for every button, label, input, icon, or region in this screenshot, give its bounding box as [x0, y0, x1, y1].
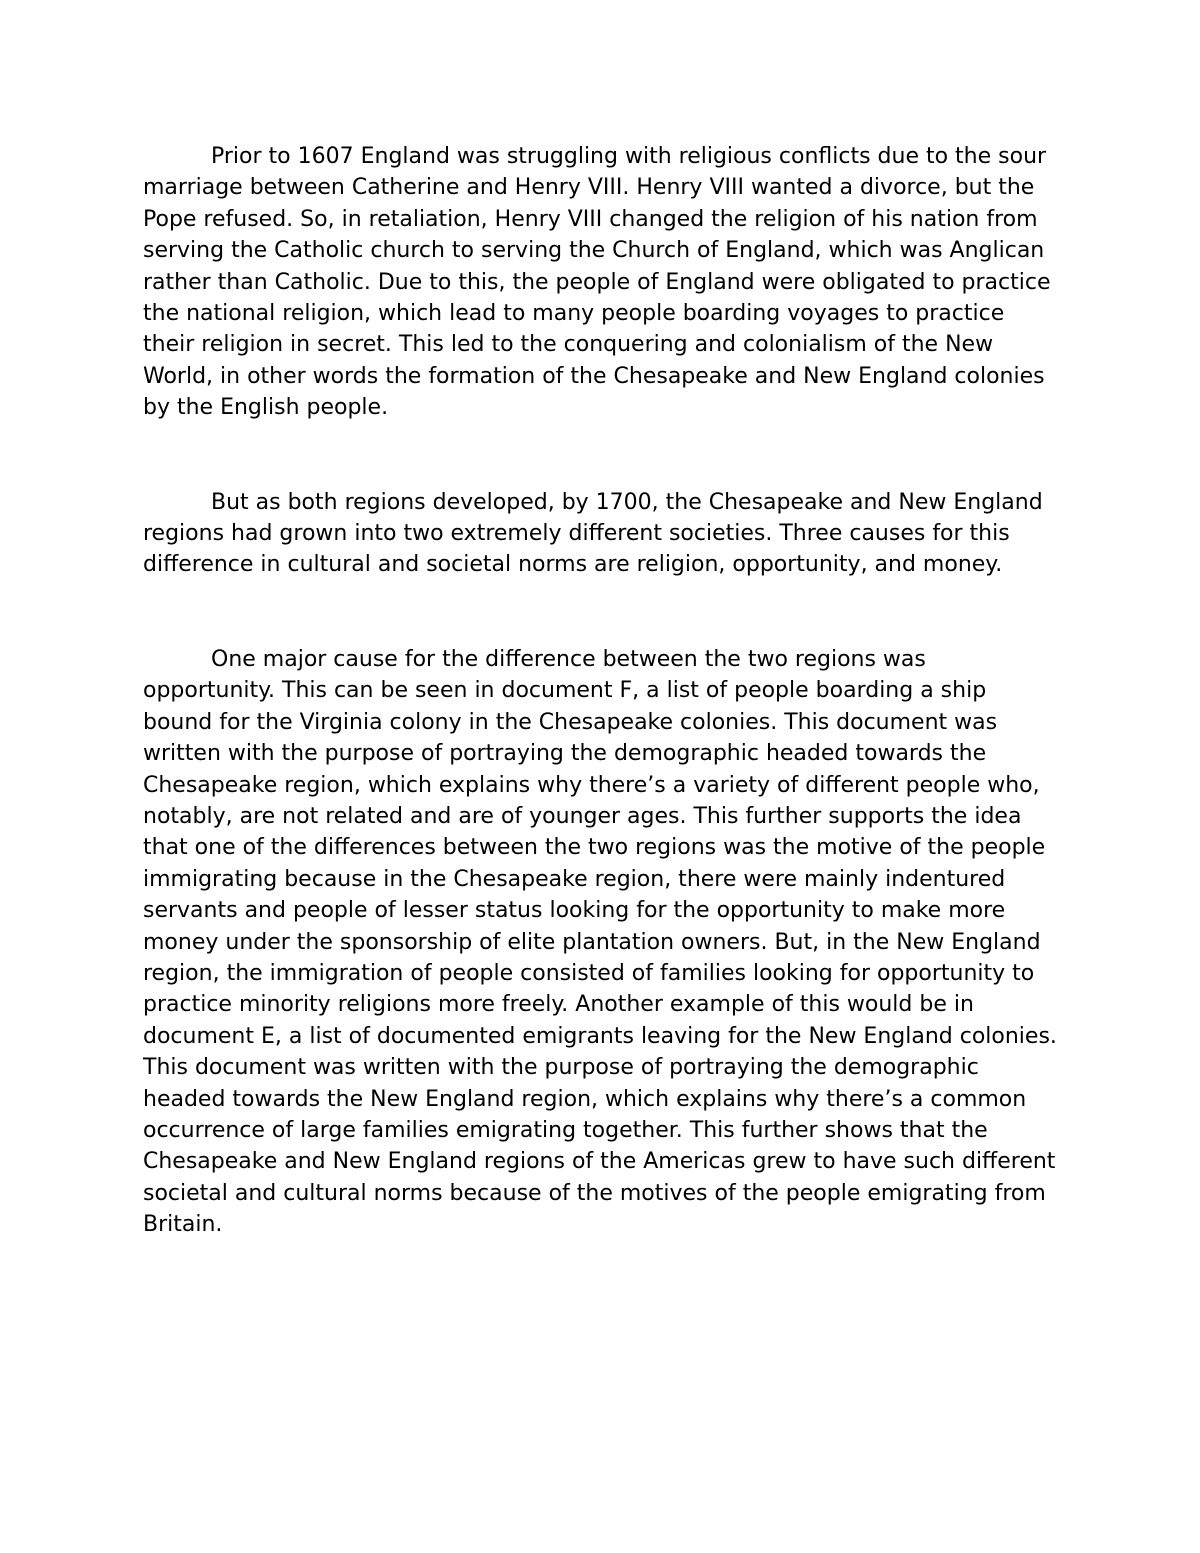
paragraph-introduction: Prior to 1607 England was struggling with religious conflicts due to the sour marriage between Catherine and Henry VIII. Henry VIII wanted a divorce, but the Pope refused. So, in retaliation, Henry VIII changed the religion of his nation from serving the Catholic church to serving the Church of England, which was Anglican rather than Catholic. Due to this, the people of England were obligated to practice the national religion, which lead to many people boarding voyages to practice their religion in secret. This led to the conquering and colonialism of the New World, in other words the formation of the Chesapeake and New England colonies by the English people. — [143, 144, 1051, 421]
paragraph-opportunity: One major cause for the difference between the two regions was opportunity. This can be seen in document F, a list of people boarding a ship bound for the Virginia colony in the Chesapeake colonies. This document was written with the purpose of portraying the demographic headed towards the Chesapeake region, which explains why there’s a variety of different people who, notably, are not related and are of younger ages. This further supports the idea that one of the differences between the two regions was the motive of the people immigrating because in the Chesapeake region, there were mainly indentured servants and people of lesser status looking for the opportunity to make more money under the sponsorship of elite plantation owners. But, in the New England region, the immigration of people consisted of families looking for opportunity to practice minority religions more freely. Another example of this would be in document E, a list of documented emigrants leaving for the New England colonies. This document was written with the purpose of portraying the demographic headed towards the New England region, which explains why there’s a common occurrence of large families emigrating together. This further shows that the Chesapeake and New England regions of the Americas grew to have such different societal and cultural norms because of the motives of the people emigrating from Britain. — [143, 646, 1057, 1238]
paragraph-thesis: But as both regions developed, by 1700, the Chesapeake and New England regions had grown into two extremely different societies. Three causes for this difference in cultural and societal norms are religion, opportunity, and money. — [143, 489, 1043, 578]
essay-body — [143, 141, 1061, 1241]
